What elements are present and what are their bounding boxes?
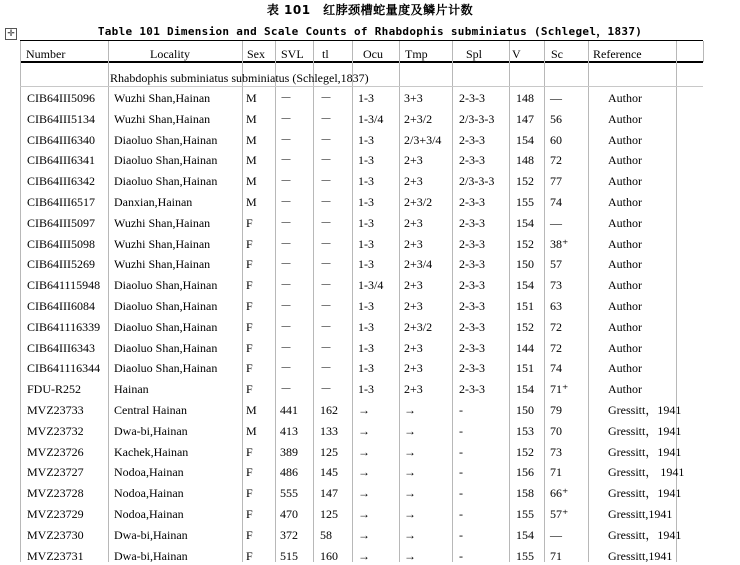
cell-spl: - (459, 465, 463, 480)
cell-ref: Gressitt，1941 (608, 423, 682, 438)
cell-svl: － (280, 215, 293, 230)
cell-spl: - (459, 548, 463, 563)
cell-number: CIB64III6517 (27, 195, 95, 209)
cell-sc: 63 (550, 299, 562, 313)
cell-sc: — (550, 527, 562, 542)
cell-sex: F (246, 382, 253, 397)
cell-v: 154 (516, 278, 534, 293)
cell-spl: 2-3-3 (459, 153, 485, 168)
cell-sc: 79 (550, 403, 562, 417)
cell-v: 151 (516, 299, 534, 313)
cell-locality: Diaoluo Shan,Hainan (114, 132, 218, 147)
cell-tl: － (320, 215, 333, 230)
cell-tl: － (320, 257, 333, 272)
cell-tmp: → (404, 465, 416, 480)
cell-number: MVZ23726 (27, 444, 84, 459)
cell-tl: 125 (320, 444, 338, 459)
column-header-spl: Spl (466, 47, 483, 61)
cell-sex: F (246, 465, 253, 480)
cell-number: MVZ23731 (27, 548, 84, 563)
cell-ocu: → (358, 548, 370, 563)
table-row (0, 482, 740, 502)
cell-svl: － (280, 236, 293, 251)
cell-spl: 2-3-3 (459, 257, 485, 272)
table-row (0, 108, 740, 128)
cell-tl: 160 (320, 548, 338, 563)
cell-sex: M (246, 403, 257, 417)
cell-svl: － (280, 278, 293, 293)
cell-ocu: 1-3 (358, 174, 374, 189)
cell-sc: 73 (550, 444, 562, 459)
column-header-tl: tl (322, 47, 329, 61)
cell-locality: Danxian,Hainan (114, 195, 193, 209)
cell-v: 154 (516, 132, 534, 147)
cell-v: 150 (516, 403, 534, 417)
cell-number: CIB64III6084 (27, 299, 95, 313)
cell-tmp: 2/3+3/4 (404, 132, 442, 147)
table-row (0, 191, 740, 211)
cell-ref: Author (608, 132, 642, 147)
cell-ocu: 1-3 (358, 361, 374, 376)
cell-tl: 133 (320, 423, 338, 438)
cell-v: 152 (516, 319, 534, 334)
cell-sex: F (246, 278, 253, 293)
table-row (0, 420, 740, 440)
cell-ocu: 1-3 (358, 91, 374, 105)
cell-svl: － (280, 111, 293, 126)
cell-tl: － (320, 340, 333, 355)
cell-locality: Dwa-bi,Hainan (114, 548, 188, 563)
cell-number: CIB64III5134 (27, 111, 95, 126)
table-row (0, 233, 740, 253)
cell-spl: - (459, 507, 463, 521)
cell-ocu: 1-3 (358, 382, 374, 397)
cell-tmp: → (404, 444, 416, 459)
cell-number: MVZ23729 (27, 507, 84, 521)
cell-tl: － (320, 319, 333, 334)
cell-spl: - (459, 403, 463, 417)
cell-locality: Diaoluo Shan,Hainan (114, 361, 218, 376)
cell-svl: － (280, 340, 293, 355)
cell-svl: － (280, 319, 293, 334)
cell-ref: Author (608, 195, 642, 209)
cell-sex: F (246, 299, 253, 313)
cell-sc: 77 (550, 174, 562, 189)
cell-number: CIB64III5269 (27, 257, 95, 272)
table-title-chinese: 表 101 红脖颈槽蛇量度及鳞片计数 (266, 3, 474, 17)
cell-v: 150 (516, 257, 534, 272)
cell-tmp: 2+3 (404, 153, 423, 168)
cell-locality: Wuzhi Shan,Hainan (114, 257, 211, 272)
cell-spl: 2-3-3 (459, 361, 485, 376)
cell-spl: 2-3-3 (459, 91, 485, 105)
cell-sex: M (246, 195, 257, 209)
cell-tl: 147 (320, 486, 338, 501)
cell-ocu: → (358, 527, 370, 542)
cell-ocu: 1-3 (358, 153, 374, 168)
cell-svl: － (280, 132, 293, 147)
cell-ref: Author (608, 153, 642, 168)
cell-spl: - (459, 527, 463, 542)
cell-sex: M (246, 91, 257, 105)
cell-spl: 2-3-3 (459, 195, 485, 209)
cell-tmp: 2+3 (404, 215, 423, 230)
cell-number: CIB64III6341 (27, 153, 95, 168)
cell-svl: － (280, 195, 293, 209)
table-row (0, 316, 740, 336)
cell-locality: Wuzhi Shan,Hainan (114, 111, 211, 126)
cell-ref: Gressitt，1941 (608, 527, 682, 542)
cell-locality: Nodoa,Hainan (114, 507, 184, 521)
cell-ocu: → (358, 507, 370, 521)
cell-svl: 470 (280, 507, 298, 521)
cell-tl: － (320, 382, 333, 397)
cell-sc: 71⁺ (550, 382, 569, 397)
cell-tmp: 2+3/2 (404, 195, 433, 209)
cell-locality: Nodoa,Hainan (114, 486, 184, 501)
cell-tl: － (320, 195, 333, 209)
cell-svl: 372 (280, 527, 298, 542)
cell-svl: 441 (280, 403, 298, 417)
table-row (0, 461, 740, 481)
cell-svl: 515 (280, 548, 298, 563)
cell-spl: 2-3-3 (459, 299, 485, 313)
cell-number: MVZ23728 (27, 486, 84, 501)
cell-sc: 72 (550, 340, 562, 355)
cell-sc: 74 (550, 195, 562, 209)
table-row (0, 524, 740, 544)
cell-v: 158 (516, 486, 534, 501)
cell-sex: F (246, 236, 253, 251)
cell-svl: 486 (280, 465, 298, 480)
cell-sex: M (246, 111, 257, 126)
cell-v: 152 (516, 444, 534, 459)
cell-sex: F (246, 319, 253, 334)
cell-ref: Author (608, 361, 642, 376)
cell-sc: 56 (550, 111, 562, 126)
cell-number: CIB641116344 (27, 361, 101, 376)
cell-number: MVZ23733 (27, 403, 84, 417)
cell-tl: － (320, 236, 333, 251)
cell-sc: — (550, 91, 562, 105)
cell-tl: － (320, 174, 333, 189)
cell-v: 148 (516, 91, 534, 105)
cell-v: 147 (516, 111, 534, 126)
cell-ocu: → (358, 465, 370, 480)
cell-ocu: 1-3 (358, 257, 374, 272)
cell-spl: 2-3-3 (459, 236, 485, 251)
cell-number: CIB641116339 (27, 319, 101, 334)
cell-tmp: 2+3 (404, 278, 423, 293)
cell-sc: 72 (550, 153, 562, 168)
cell-ref: Gressitt， 1941 (608, 465, 685, 480)
cell-ref: Author (608, 278, 642, 293)
cell-sex: F (246, 340, 253, 355)
cell-spl: 2/3-3-3 (459, 111, 495, 126)
cell-svl: － (280, 382, 293, 397)
cell-ocu: 1-3 (358, 195, 374, 209)
cell-svl: － (280, 299, 293, 313)
cell-number: CIB64III5098 (27, 236, 95, 251)
table-row (0, 357, 740, 377)
cell-tl: － (320, 299, 333, 313)
cell-ref: Author (608, 174, 642, 189)
cell-v: 154 (516, 215, 534, 230)
cell-sc: 70 (550, 423, 562, 438)
cell-tmp: 2+3 (404, 299, 423, 313)
cell-locality: Wuzhi Shan,Hainan (114, 91, 211, 105)
cell-v: 154 (516, 382, 534, 397)
cell-sc: 74 (550, 361, 562, 376)
column-header-sex: Sex (247, 47, 265, 61)
cell-locality: Kachek,Hainan (114, 444, 189, 459)
cell-v: 155 (516, 548, 534, 563)
cell-ref: Gressitt，1941 (608, 403, 682, 417)
cell-sc: 66⁺ (550, 486, 569, 501)
cell-sc: 72 (550, 319, 562, 334)
table-row (0, 149, 740, 169)
cell-ref: Author (608, 111, 642, 126)
cell-locality: Hainan (114, 382, 149, 397)
table-row (0, 295, 740, 315)
cell-ref: Author (608, 340, 642, 355)
cell-sex: M (246, 423, 257, 438)
cell-svl: － (280, 91, 293, 105)
cell-spl: 2/3-3-3 (459, 174, 495, 189)
cell-sc: — (550, 215, 562, 230)
cell-locality: Diaoluo Shan,Hainan (114, 153, 218, 168)
cell-sex: F (246, 507, 253, 521)
cell-v: 152 (516, 236, 534, 251)
cell-ref: Author (608, 215, 642, 230)
cell-sex: F (246, 527, 253, 542)
cell-number: CIB64III6342 (27, 174, 95, 189)
cell-spl: - (459, 423, 463, 438)
cell-sc: 71 (550, 548, 562, 563)
cell-tmp: → (404, 548, 416, 563)
cell-ref: Gressitt,1941 (608, 507, 673, 521)
cell-tmp: → (404, 527, 416, 542)
cell-ocu: → (358, 403, 370, 417)
cell-number: CIB641115948 (27, 278, 101, 293)
cell-tmp: → (404, 507, 416, 521)
column-header-locality: Locality (150, 47, 190, 61)
cell-locality: Dwa-bi,Hainan (114, 527, 188, 542)
column-header-svl: SVL (281, 47, 304, 61)
cell-ref: Author (608, 91, 642, 105)
cell-ref: Author (608, 382, 642, 397)
column-header-reference: Reference (593, 47, 642, 61)
cell-sc: 73 (550, 278, 562, 293)
cell-ocu: 1-3 (358, 236, 374, 251)
cell-svl: － (280, 361, 293, 376)
cell-ocu: 1-3/4 (358, 278, 384, 293)
cell-svl: － (280, 153, 293, 168)
cell-sc: 57 (550, 257, 562, 272)
cell-v: 151 (516, 361, 534, 376)
cell-locality: Nodoa,Hainan (114, 465, 184, 480)
cell-tmp: → (404, 486, 416, 501)
cell-sex: F (246, 257, 253, 272)
species-heading: Rhabdophis subminiatus subminiatus (Schlegel,1837) (110, 71, 369, 85)
cell-ref: Author (608, 299, 642, 313)
cell-ref: Gressitt，1941 (608, 444, 682, 459)
cell-tmp: 2+3/2 (404, 111, 433, 126)
table-row (0, 337, 740, 357)
cell-tmp: 2+3 (404, 236, 423, 251)
table-row (0, 378, 740, 398)
cell-ocu: 1-3 (358, 340, 374, 355)
cell-spl: - (459, 444, 463, 459)
cell-tmp: 2+3/2 (404, 319, 433, 334)
cell-v: 156 (516, 465, 534, 480)
cell-locality: Diaoluo Shan,Hainan (114, 278, 218, 293)
cell-tmp: 2+3 (404, 174, 423, 189)
cell-tl: 162 (320, 403, 338, 417)
cell-ocu: → (358, 486, 370, 501)
table-row (0, 170, 740, 190)
cell-sc: 57⁺ (550, 507, 569, 521)
cell-tl: 125 (320, 507, 338, 521)
cell-locality: Dwa-bi,Hainan (114, 423, 188, 438)
cell-v: 154 (516, 527, 534, 542)
cell-ocu: 1-3 (358, 215, 374, 230)
cell-sc: 71 (550, 465, 562, 480)
column-header-number: Number (26, 47, 66, 61)
cell-ref: Author (608, 257, 642, 272)
cell-locality: Central Hainan (114, 403, 187, 417)
table-row (0, 274, 740, 294)
cell-ocu: 1-3/4 (358, 111, 384, 126)
cell-v: 148 (516, 153, 534, 168)
cell-spl: 2-3-3 (459, 340, 485, 355)
cell-v: 155 (516, 195, 534, 209)
cell-ocu: → (358, 444, 370, 459)
cell-locality: Wuzhi Shan,Hainan (114, 236, 211, 251)
cell-tmp: → (404, 423, 416, 438)
cell-number: FDU-R252 (27, 382, 82, 397)
cell-sex: F (246, 361, 253, 376)
cell-number: CIB64III5097 (27, 215, 95, 230)
cell-svl: － (280, 174, 293, 189)
cell-tmp: 2+3 (404, 340, 423, 355)
cell-tmp: 2+3 (404, 382, 423, 397)
cell-svl: 389 (280, 444, 298, 459)
cell-sc: 38⁺ (550, 236, 569, 251)
cell-sex: F (246, 444, 253, 459)
table-title-english: Table 101 Dimension and Scale Counts of Rhabdophis subminiatus (Schlegel，1837) (97, 25, 643, 38)
cell-tmp: 3+3 (404, 91, 423, 105)
cell-tmp: → (404, 403, 416, 417)
cell-svl: 413 (280, 423, 298, 438)
cell-tl: 58 (320, 527, 332, 542)
column-header-sc: Sc (551, 47, 563, 61)
cell-locality: Wuzhi Shan,Hainan (114, 215, 211, 230)
cell-sc: 60 (550, 132, 562, 147)
cell-number: CIB64III6340 (27, 132, 95, 147)
table-row (0, 129, 740, 149)
column-header-ocu: Ocu (363, 47, 383, 61)
table-row (0, 212, 740, 232)
cell-sex: F (246, 486, 253, 501)
cell-spl: 2-3-3 (459, 278, 485, 293)
table-row (0, 87, 740, 107)
cell-v: 153 (516, 423, 534, 438)
cell-ocu: 1-3 (358, 319, 374, 334)
cell-locality: Diaoluo Shan,Hainan (114, 174, 218, 189)
cell-tl: － (320, 132, 333, 147)
cell-tl: － (320, 361, 333, 376)
cell-locality: Diaoluo Shan,Hainan (114, 299, 218, 313)
cell-svl: 555 (280, 486, 298, 501)
cell-tl: － (320, 153, 333, 168)
cell-ocu: 1-3 (358, 132, 374, 147)
cell-ocu: → (358, 423, 370, 438)
column-header-tmp: Tmp (405, 47, 428, 61)
cell-ref: Gressitt,1941 (608, 548, 673, 563)
cell-spl: 2-3-3 (459, 319, 485, 334)
cell-spl: 2-3-3 (459, 382, 485, 397)
cell-tmp: 2+3/4 (404, 257, 433, 272)
cell-tl: 145 (320, 465, 338, 480)
column-header-v: V (512, 47, 521, 61)
cell-tl: － (320, 111, 333, 126)
cell-tmp: 2+3 (404, 361, 423, 376)
table-row (0, 253, 740, 273)
cell-sex: F (246, 215, 253, 230)
cell-number: CIB64III5096 (27, 91, 95, 105)
cell-sex: M (246, 174, 257, 189)
cell-v: 152 (516, 174, 534, 189)
cell-number: MVZ23727 (27, 465, 84, 480)
cell-tl: － (320, 278, 333, 293)
cell-v: 144 (516, 340, 534, 355)
cell-sex: M (246, 132, 257, 147)
cell-spl: - (459, 486, 463, 501)
cell-number: CIB64III6343 (27, 340, 95, 355)
cell-svl: － (280, 257, 293, 272)
cell-number: MVZ23730 (27, 527, 84, 542)
cell-spl: 2-3-3 (459, 215, 485, 230)
cell-number: MVZ23732 (27, 423, 84, 438)
cell-ref: Gressitt，1941 (608, 486, 682, 501)
cell-v: 155 (516, 507, 534, 521)
table-row (0, 503, 740, 523)
cell-ref: Author (608, 319, 642, 334)
table-move-handle-icon[interactable]: ✛ (5, 28, 17, 40)
table-row (0, 441, 740, 461)
table-row (0, 399, 740, 419)
cell-ocu: 1-3 (358, 299, 374, 313)
cell-sex: F (246, 548, 253, 563)
cell-ref: Author (608, 236, 642, 251)
cell-sex: M (246, 153, 257, 168)
cell-spl: 2-3-3 (459, 132, 485, 147)
cell-locality: Diaoluo Shan,Hainan (114, 319, 218, 334)
cell-locality: Diaoluo Shan,Hainan (114, 340, 218, 355)
cell-tl: － (320, 91, 333, 105)
table-header-row (0, 40, 740, 60)
